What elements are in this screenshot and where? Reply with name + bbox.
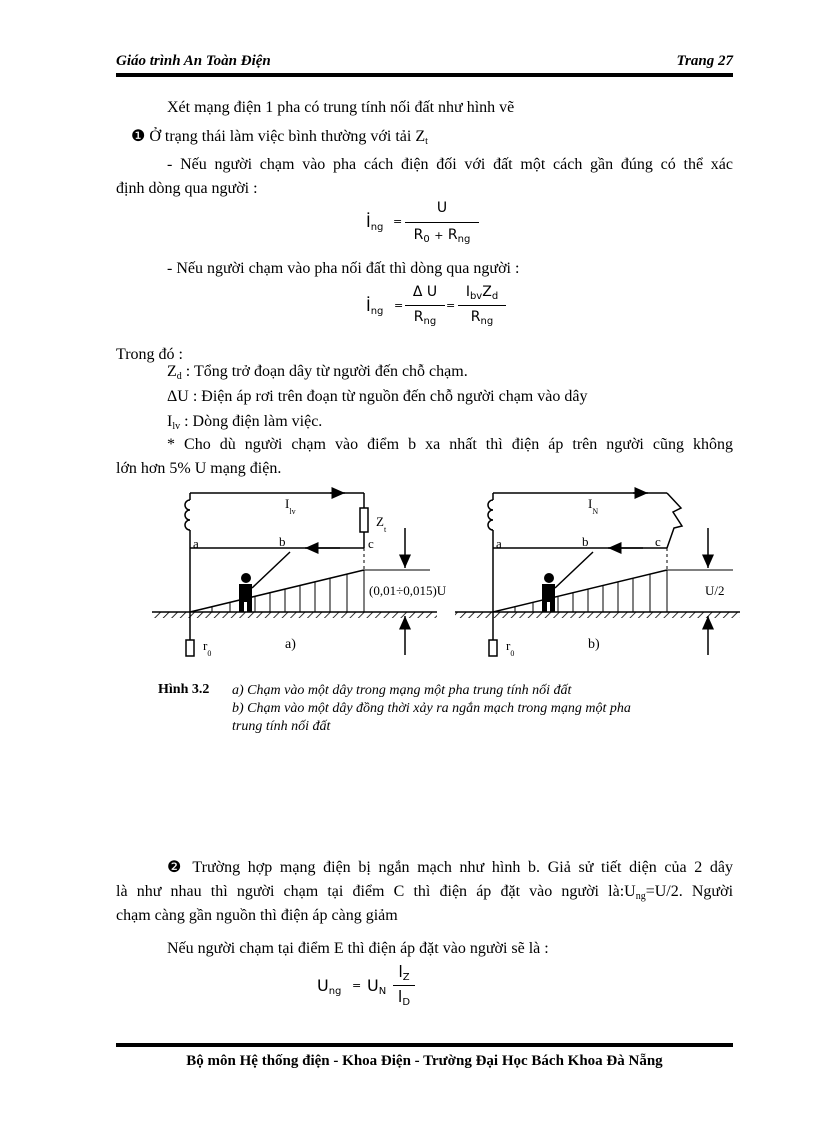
diagram-a	[152, 493, 437, 656]
case2-line4: Nếu người chạm tại điểm E thì điện áp đặt vào người sẽ là :	[167, 940, 549, 957]
intro-text: Xét mạng điện 1 pha có trung tính nối đất như hình vẽ	[167, 99, 515, 116]
label-diagram-a: a)	[285, 637, 296, 652]
page-number: Trang 27	[676, 53, 733, 69]
where-i: $I_{lv}$ : Dòng điện làm việc.	[167, 413, 323, 432]
label-load-a: $Z_t$	[376, 514, 387, 534]
label-point-c-a: c	[368, 536, 374, 551]
case1-para2: - Nếu người chạm vào pha nối đất thì dòng qua người :	[167, 260, 520, 277]
case2-line1: ❷ Trường hợp mạng điện bị ngắn mạch như hình b. Giả sử tiết diện của 2 dây	[167, 859, 734, 876]
person-icon-b	[542, 573, 555, 612]
caption-line3: trung tính nối đất	[232, 719, 331, 734]
label-point-b-a: b	[279, 534, 286, 549]
diagram-b	[455, 493, 740, 656]
person-icon-a	[239, 573, 252, 612]
ground-resistor-icon	[186, 640, 194, 656]
label-r0-b: $r_0$	[506, 638, 515, 658]
source-coil-icon	[185, 500, 190, 530]
short-circuit-icon	[667, 493, 682, 548]
caption-line1: a) Chạm vào một dây trong mạng một pha trung tính nối đất	[232, 683, 572, 698]
where-z: $Z_d$ : Tổng trở đoạn dây từ người đến chỗ chạm.	[167, 363, 468, 382]
case1-para1-line2: định dòng qua người :	[116, 180, 258, 197]
caption-line2: b) Chạm vào một dây đồng thời xảy ra ngắn mạch trong mạng một pha	[232, 701, 631, 716]
footer-rule	[116, 1043, 733, 1047]
note-line2: lớn hơn 5% U mạng điện.	[116, 460, 282, 477]
label-r0-a: $r_0$	[203, 638, 212, 658]
label-current-a: $I_{lv}$	[285, 496, 296, 516]
footer-text: Bộ môn Hệ thống điện - Khoa Điện - Trường Đại Học Bách Khoa Đà Nẵng	[186, 1053, 663, 1069]
label-point-a-a: a	[193, 536, 199, 551]
where-heading: Trong đó :	[116, 346, 183, 363]
case2-line3: chạm càng gần nguồn thì điện áp càng giảm	[116, 907, 398, 924]
case2-line2: là như nhau thì người chạm tại điểm C thì điện áp đặt vào người $là:U_{ng}=U/2$. Người	[116, 883, 734, 902]
label-point-c-b: c	[655, 534, 661, 549]
label-point-b-b: b	[582, 534, 589, 549]
case1-para1-line1: - Nếu người chạm vào pha cách điện đối với đất một cách gần đúng có thể xác	[167, 156, 733, 173]
where-du: ΔU : Điện áp rơi trên đoạn từ nguồn đến chỗ người chạm vào dây	[167, 388, 588, 405]
load-resistor-icon	[360, 508, 368, 532]
header-title: Giáo trình An Toàn Điện	[116, 53, 271, 69]
bullet-1-icon: ❶	[131, 128, 146, 145]
label-current-b: $I_N$	[588, 496, 599, 516]
label-diagram-b: b)	[588, 637, 600, 652]
caption-label: Hình 3.2	[158, 682, 210, 697]
label-voltage-b: U/2	[705, 583, 725, 598]
ground-resistor-icon	[489, 640, 497, 656]
ground-hatch	[455, 612, 740, 618]
bullet-2-icon: ❷	[167, 859, 186, 876]
label-point-a-b: a	[496, 536, 502, 551]
source-coil-icon	[488, 500, 493, 530]
ground-hatch	[152, 612, 437, 618]
case1-title: ❶ Ở trạng thái làm việc bình thường với tải $Z_t$	[131, 128, 428, 147]
note-line1: * Cho dù người chạm vào điểm b xa nhất thì điện áp trên người cũng không	[167, 436, 733, 453]
label-voltage-a: (0,01÷0,015)U	[369, 583, 447, 598]
